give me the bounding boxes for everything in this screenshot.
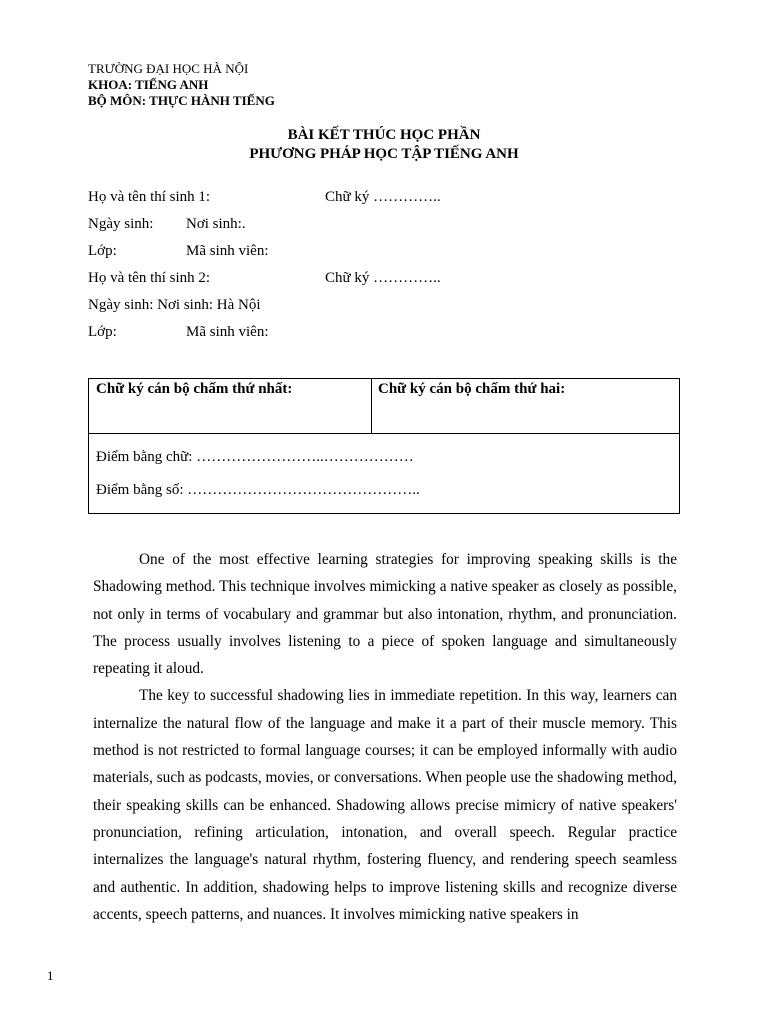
examiner2-signature-label: Chữ ký cán bộ chấm thứ hai: xyxy=(378,381,566,397)
course-title: PHƯƠNG PHÁP HỌC TẬP TIẾNG ANH xyxy=(249,146,519,162)
paragraph-1: One of the most effective learning strategies for improving speaking skills is the Shadowing method. This technique involves mimicking a native speaker as closely as possible, not only in terms of vocabulary and grammar but also intonation, rhythm, and pronunciation. The process usually involves listening to a piece of spoken language and simultaneously repeating it aloud. xyxy=(93,551,677,678)
grading-table xyxy=(88,378,680,514)
paragraph-2: The key to successful shadowing lies in immediate repetition. In this way, learners can internalize the natural flow of the language and make it a part of their muscle memory. This method is not restricted to formal language courses; it can be employed informally with audio materials, such as podcasts, movies, or conversations. When people use the shadowing method, their speaking skills can be enhanced. Shadowing allows precise mimicry of native speakers' pronunciation, refining articulation, intonation, and overall speech. Regular practice internalizes the language's natural rhythm, fostering fluency, and rendering speech seamless and authentic. In addition, shadowing helps to improve listening skills and recognize diverse accents, speech patterns, and nuances. It involves mimicking native speakers in xyxy=(93,687,677,923)
faculty-name: KHOA: TIẾNG ANH xyxy=(88,77,209,92)
candidate2-id-label: Mã sinh viên: xyxy=(186,324,269,340)
candidate1-class-label: Lớp: xyxy=(88,243,117,259)
examiner1-signature-label: Chữ ký cán bộ chấm thứ nhất: xyxy=(96,381,293,397)
candidate1-name-label: Họ và tên thí sinh 1: xyxy=(88,189,211,205)
candidate2-class-label: Lớp: xyxy=(88,324,117,340)
essay-body xyxy=(93,546,677,928)
department-name: BỘ MÔN: THỰC HÀNH TIẾNG xyxy=(88,93,275,108)
page-number: 1 xyxy=(47,968,54,983)
candidate1-dob-label: Ngày sinh: xyxy=(88,216,154,232)
candidate1-signature: Chữ ký ………….. xyxy=(325,189,441,205)
examiner-signature-row xyxy=(89,379,679,434)
university-name: TRƯỜNG ĐẠI HỌC HÀ NỘI xyxy=(88,61,249,76)
score-in-numbers: Điểm bằng số: ……………………………………….. xyxy=(96,482,420,498)
candidate1-id-label: Mã sinh viên: xyxy=(186,243,269,259)
cell-divider xyxy=(371,379,372,433)
candidate2-name-label: Họ và tên thí sinh 2: xyxy=(88,270,211,286)
candidate2-signature: Chữ ký ………….. xyxy=(325,270,441,286)
candidate1-pob-label: Nơi sinh:. xyxy=(186,216,246,232)
score-in-words: Điểm bằng chữ: ……………………..……………… xyxy=(96,449,414,465)
candidate2-birth-info: Ngày sinh: Nơi sinh: Hà Nội xyxy=(88,297,261,313)
exam-title: BÀI KẾT THÚC HỌC PHẦN xyxy=(287,127,481,143)
